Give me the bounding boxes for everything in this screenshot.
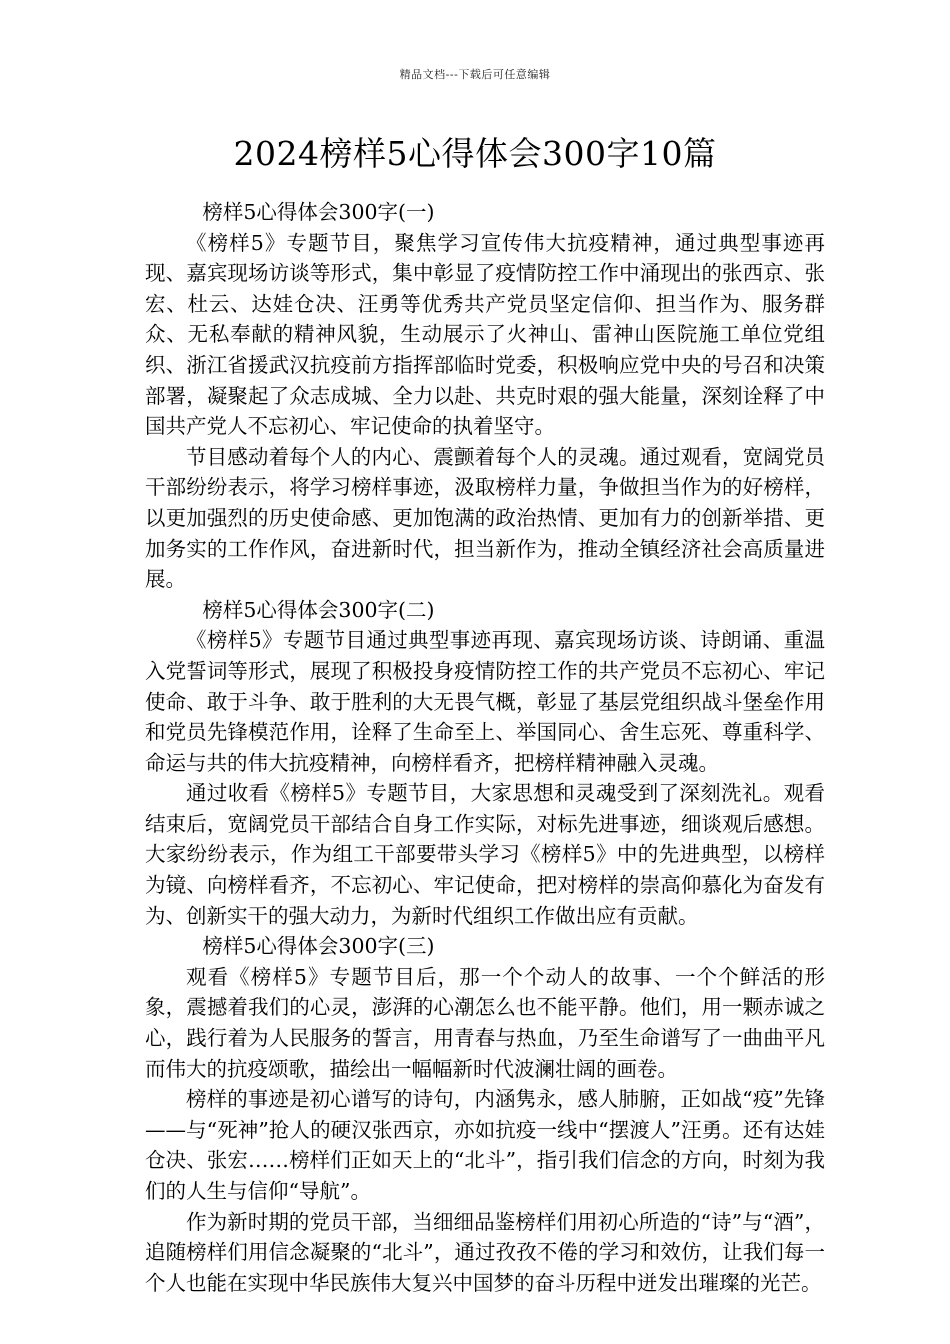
document-body — [145, 197, 825, 1298]
body-paragraph: 《榜样5》专题节目，聚焦学习宣传伟大抗疫精神，通过典型事迹再现、嘉宾现场访谈等形式，集中彰显了疫情防控工作中涌现出的张西京、张宏、杜云、达娃仓决、汪勇等优秀共产党员坚定信仰、担当作为、服务群众、无私奉献的精神风貌，生动展示了火神山、雷神山医院施工单位党组织、浙江省援武汉抗疫前方指挥部临时党委，积极响应党中央的号召和决策部署，凝聚起了众志成城、全力以赴、共克时艰的强大能量，深刻诠释了中国共产党人不忘初心、牢记使命的执着坚守。 — [145, 230, 825, 439]
section-heading-1: 榜样5心得体会300字(一) — [202, 200, 435, 224]
section-heading-2: 榜样5心得体会300字(二) — [202, 597, 435, 622]
body-paragraph: 观看《榜样5》专题节目后，那一个个动人的故事、一个个鲜活的形象，震撼着我们的心灵，澎湃的心潮怎么也不能平静。他们，用一颗赤诚之心，践行着为人民服务的誓言，用青春与热血，乃至生命谱写了一曲曲平凡而伟大的抗疫颂歌，描绘出一幅幅新时代波澜壮阔的画卷。 — [145, 964, 825, 1081]
body-paragraph: 《榜样5》专题节目通过典型事迹再现、嘉宾现场访谈、诗朗诵、重温入党誓词等形式，展现了积极投身疫情防控工作的共产党员不忘初心、牢记使命、敢于斗争、敢于胜利的大无畏气概，彰显了基层党组织战斗堡垒作用和党员先锋模范作用，诠释了生命至上、举国同心、舍生忘死、尊重科学、命运与共的伟大抗疫精神，向榜样看齐，把榜样精神融入灵魂。 — [145, 628, 825, 775]
body-paragraph: 节目感动着每个人的内心、震颤着每个人的灵魂。通过观看，宽阔党员干部纷纷表示，将学习榜样事迹，汲取榜样力量，争做担当作为的好榜样，以更加强烈的历史使命感、更加饱满的政治热情、更加有力的创新举措、更加务实的工作作风，奋进新时代，担当新作为，推动全镇经济社会高质量进展。 — [145, 444, 825, 592]
body-paragraph: 作为新时期的党员干部，当细细品鉴榜样们用初心所造的“诗”与“酒”，追随榜样们用信念凝聚的“北斗”，通过孜孜不倦的学习和效仿，让我们每一个人也能在实现中华民族伟大复兴中国梦的奋斗历程中迸发出璀璨的光芒。 — [145, 1209, 825, 1295]
page-header: 精品文档---下载后可任意编辑 — [399, 68, 551, 81]
body-paragraph: 榜样的事迹是初心谱写的诗句，内涵隽永，感人肺腑，正如战“疫”先锋——与“死神”抢人的硬汉张西京，亦如抗疫一线中“摆渡人”汪勇。还有达娃仓决、张宏……榜样们正如天上的“北斗”，指引我们信念的方向，时刻为我们的人生与信仰“导航”。 — [145, 1087, 825, 1203]
body-paragraph: 通过收看《榜样5》专题节目，大家思想和灵魂受到了深刻洗礼。观看结束后，宽阔党员干部结合自身工作实际，对标先进事迹，细谈观后感想。大家纷纷表示，作为组工干部要带头学习《榜样5》中的先进典型，以榜样为镜、向榜样看齐，不忘初心、牢记使命，把对榜样的崇高仰慕化为奋发有为、创新实干的强大动力，为新时代组织工作做出应有贡献。 — [145, 781, 825, 928]
document-title: 2024榜样5心得体会300字10篇 — [233, 134, 717, 173]
section-heading-3: 榜样5心得体会300字(三) — [202, 934, 435, 959]
